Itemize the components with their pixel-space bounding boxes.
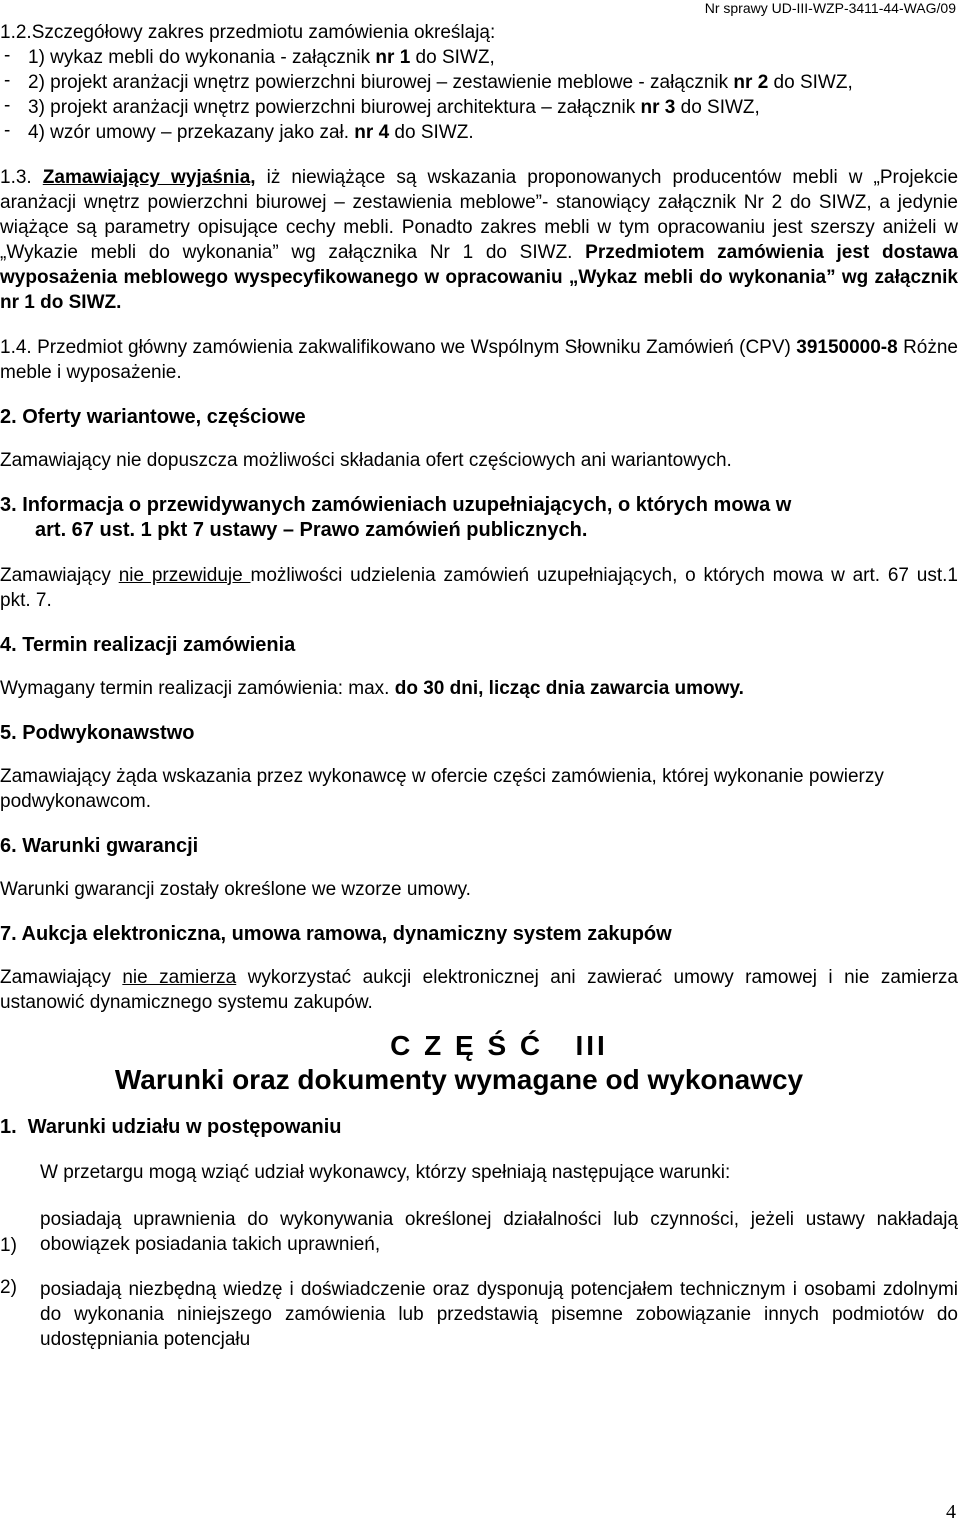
section-4-text: Wymagany termin realizacji zamówienia: max. do 30 dni, licząc dnia zawarcia umowy. [0,678,744,699]
list-item: - 1) wykaz mebli do wykonania - załącznik nr 1 do SIWZ, [4,45,495,68]
page-number: 4 [946,1501,956,1523]
part-number: C Z Ę Ś Ć III [390,1030,608,1061]
list-item: - 4) wzór umowy – przekazany jako zał. nr 4 do SIWZ. [4,120,474,143]
section-7-text: Zamawiający nie zamierza wykorzystać aukcji elektronicznej ani zawierać umowy ramowej i nie zamierza ustanowić dynamicznego systemu zakupów. [0,967,958,1013]
section-2-heading: 2. Oferty wariantowe, częściowe [0,406,306,428]
list-item: - 3) projekt aranżacji wnętrz powierzchni biurowej architektura – załącznik nr 3 do SIWZ, [4,95,760,118]
section-7-heading: 7. Aukcja elektroniczna, umowa ramowa, dynamiczny system zakupów [0,923,672,945]
section-5-heading: 5. Podwykonawstwo [0,722,195,744]
condition-item: 2) posiadają niezbędną wiedzę i doświadczenie oraz dysponują potencjałem technicznym i osobami zdolnymi do wykonania niniejszego zamówienia lub przedstawią pisemne zobowiązanie innych podmiotów do udostępniania potencjału [0,1277,958,1350]
list-item: - 2) projekt aranżacji wnętrz powierzchni biurowej – zestawienie meblowe - załącznik nr 2 do SIWZ, [4,70,853,93]
section-6-heading: 6. Warunki gwarancji [0,835,199,857]
section-1-4: 1.4. Przedmiot główny zamówienia zakwalifikowano we Wspólnym Słowniku Zamówień (CPV) 39150000-8 Różne meble i wyposażenie. [0,337,958,383]
section-1-3: 1.3. Zamawiający wyjaśnia, iż niewiążące są wskazania proponowanych producentów mebli w „Projekcie aranżacji wnętrz powierzchni biurowej – zestawienia meblowe”- stanowiący załącznik Nr 2 do SIWZ, a jedynie wiążące są parametry opisujące cechy mebli. Ponadto zakres mebli w tym opracowaniu jest szerszy aniżeli w „Wykazie mebli do wykonania” wg załącznika Nr 1 do SIWZ. Przedmiotem zamówienia jest dostawa wyposażenia meblowego wyspecyfikowanego w opracowaniu „Wykaz mebli do wykonania” wg załącznik nr 1 do SIWZ. [0,167,959,313]
conditions-heading: 1. Warunki udziału w postępowaniu [0,1116,342,1138]
conditions-intro: W przetargu mogą wziąć udział wykonawcy, którzy spełniają następujące warunki: [40,1162,731,1183]
attachments-list [0,45,958,145]
section-1-2-title: 1.2.Szczegółowy zakres przedmiotu zamówienia określają: [0,22,496,43]
section-5-text: Zamawiający żąda wskazania przez wykonawcę w ofercie części zamówienia, której wykonanie powierzy podwykonawcom. [0,766,884,812]
cpv-code: 39150000-8 [796,337,898,358]
section-2-text: Zamawiający nie dopuszcza możliwości składania ofert częściowych ani wariantowych. [0,450,732,471]
condition-item: 1) posiadają uprawnienia do wykonywania określonej działalności lub czynności, jeżeli ustawy nakładają obowiązek posiadania takich uprawnień, [0,1209,958,1256]
section-4-heading: 4. Termin realizacji zamówienia [0,634,296,656]
case-number-header: Nr sprawy UD-III-WZP-3411-44-WAG/09 [704,0,956,16]
part-subtitle: Warunki oraz dokumenty wymagane od wykonawcy [114,1064,804,1095]
section-3-heading: 3. Informacja o przewidywanych zamówieniach uzupełniających, o których mowa w art. 67 ust. 1 pkt 7 ustawy – Prawo zamówień publicznych. [0,494,792,541]
document-body [0,20,958,1352]
section-1-3-lead: Zamawiający wyjaśnia, [42,167,256,188]
part-title [0,1029,958,1097]
section-1-3-bold: Przedmiotem zamówienia jest dostawa wyposażenia meblowego wyspecyfikowanego w opracowaniu „Wykaz mebli do wykonania” wg załącznik nr 1 do SIWZ. [0,242,958,313]
section-6-text: Warunki gwarancji zostały określone we wzorze umowy. [0,879,471,900]
section-3-text: Zamawiający nie przewiduje możliwości udzielenia zamówień uzupełniających, o których mowa w art. 67 ust.1 pkt. 7. [0,565,959,611]
